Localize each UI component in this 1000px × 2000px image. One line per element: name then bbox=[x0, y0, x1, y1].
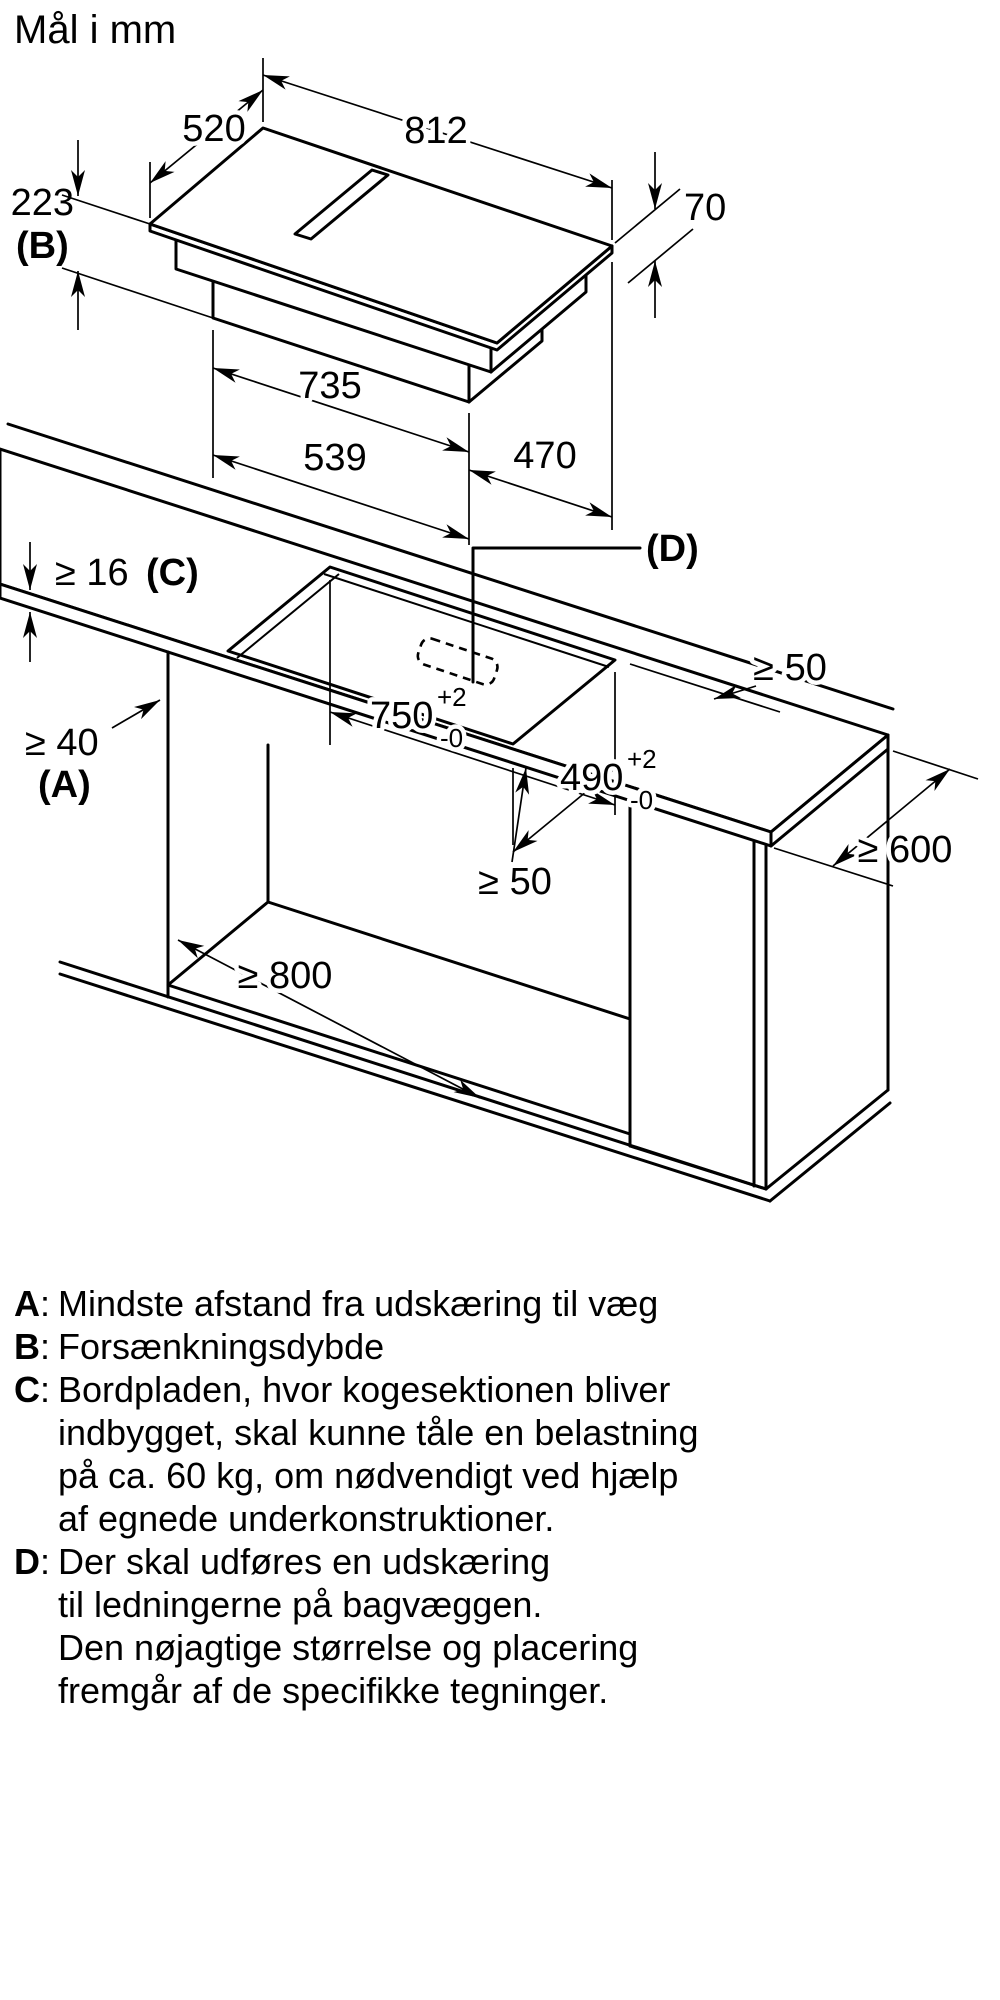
right-cabinet-side-bottom bbox=[766, 1090, 888, 1189]
cooktop-figure bbox=[11, 58, 727, 545]
dim-label-750-minus: -0 bbox=[440, 723, 464, 753]
dim-label-600: ≥ 600 bbox=[857, 829, 953, 871]
legend-text: Bordpladen, hvor kogesektionen bliver bbox=[58, 1369, 671, 1410]
legend-key-A: A bbox=[14, 1283, 40, 1324]
legend-text: af egnede underkonstruktioner. bbox=[58, 1498, 555, 1539]
legend-text: Mindste afstand fra udskæring til væg bbox=[58, 1283, 659, 1324]
legend-item-B: B: Forsænkningsdybde bbox=[14, 1325, 974, 1368]
legend-text: indbygget, skal kunne tåle en belastning bbox=[58, 1412, 699, 1453]
legend bbox=[14, 1282, 974, 1712]
legend-key-D: D bbox=[14, 1541, 40, 1582]
dim-label-490: 490 bbox=[560, 757, 624, 799]
legend-text: Der skal udføres en udskæring bbox=[58, 1541, 551, 1582]
dim-label-539: 539 bbox=[303, 437, 367, 479]
dim-arrow-40 bbox=[112, 700, 160, 728]
dim-label-A: (A) bbox=[38, 764, 91, 806]
dim-label-750-plus: +2 bbox=[437, 682, 467, 712]
dim-label-490-minus: -0 bbox=[630, 785, 654, 815]
plinth-bottom-line bbox=[60, 974, 770, 1201]
legend-text: på ca. 60 kg, om nødvendigt ved hjælp bbox=[58, 1455, 679, 1496]
dim-label-50-bottom: ≥ 50 bbox=[478, 861, 552, 903]
dim-line-470 bbox=[469, 470, 612, 517]
ext-line bbox=[62, 195, 150, 224]
legend-text: Den nøjagtige størrelse og placering bbox=[58, 1627, 639, 1668]
ext-line bbox=[62, 268, 213, 318]
plinth-top-line bbox=[60, 962, 766, 1189]
legend-item-C: C: Bordpladen, hvor kogesektionen bliver indbygget, skal kunne tåle en belastning på ca. 60 kg, om nødvendigt ved hjælp af egnede underkonstruktioner. bbox=[14, 1368, 974, 1540]
dim-label-490-plus: +2 bbox=[627, 744, 657, 774]
dim-label-50-top: ≥ 50 bbox=[753, 647, 827, 689]
dim-label-70: 70 bbox=[684, 187, 727, 229]
legend-text: Forsænkningsdybde bbox=[58, 1326, 385, 1367]
legend-item-A: A: Mindste afstand fra udskæring til væg bbox=[14, 1282, 974, 1325]
dim-label-750: 750 bbox=[370, 695, 434, 737]
worktop-figure bbox=[0, 424, 978, 1201]
page-title: Mål i mm bbox=[14, 8, 177, 52]
plinth-return-line bbox=[770, 1103, 890, 1201]
dim-label-800: ≥ 800 bbox=[237, 955, 333, 997]
dim-label-D: (D) bbox=[646, 528, 699, 570]
dim-label-C: (C) bbox=[146, 552, 199, 594]
dim-label-223: 223 bbox=[10, 182, 74, 224]
legend-key-B: B bbox=[14, 1326, 40, 1367]
ext-line bbox=[893, 751, 978, 779]
dim-label-470: 470 bbox=[513, 435, 577, 477]
dim-label-520: 520 bbox=[182, 108, 246, 150]
ext-line bbox=[615, 189, 680, 243]
dim-label-812: 812 bbox=[404, 110, 468, 152]
legend-text: til ledningerne på bagvæggen. bbox=[58, 1584, 543, 1625]
left-cabinet-floor-edge bbox=[168, 985, 630, 1134]
ext-line bbox=[628, 229, 693, 283]
dim-label-B: (B) bbox=[16, 225, 69, 267]
legend-item-D: D: Der skal udføres en udskæring til ledningerne på bagvæggen. Den nøjagtige størrelse og placering fremgår af de specifikke tegninger. bbox=[14, 1540, 974, 1712]
dim-label-16: ≥ 16 bbox=[55, 552, 129, 594]
legend-key-C: C bbox=[14, 1369, 40, 1410]
legend-text: fremgår af de specifikke tegninger. bbox=[58, 1670, 609, 1711]
dim-label-40: ≥ 40 bbox=[25, 722, 99, 764]
dim-label-735: 735 bbox=[298, 365, 362, 407]
